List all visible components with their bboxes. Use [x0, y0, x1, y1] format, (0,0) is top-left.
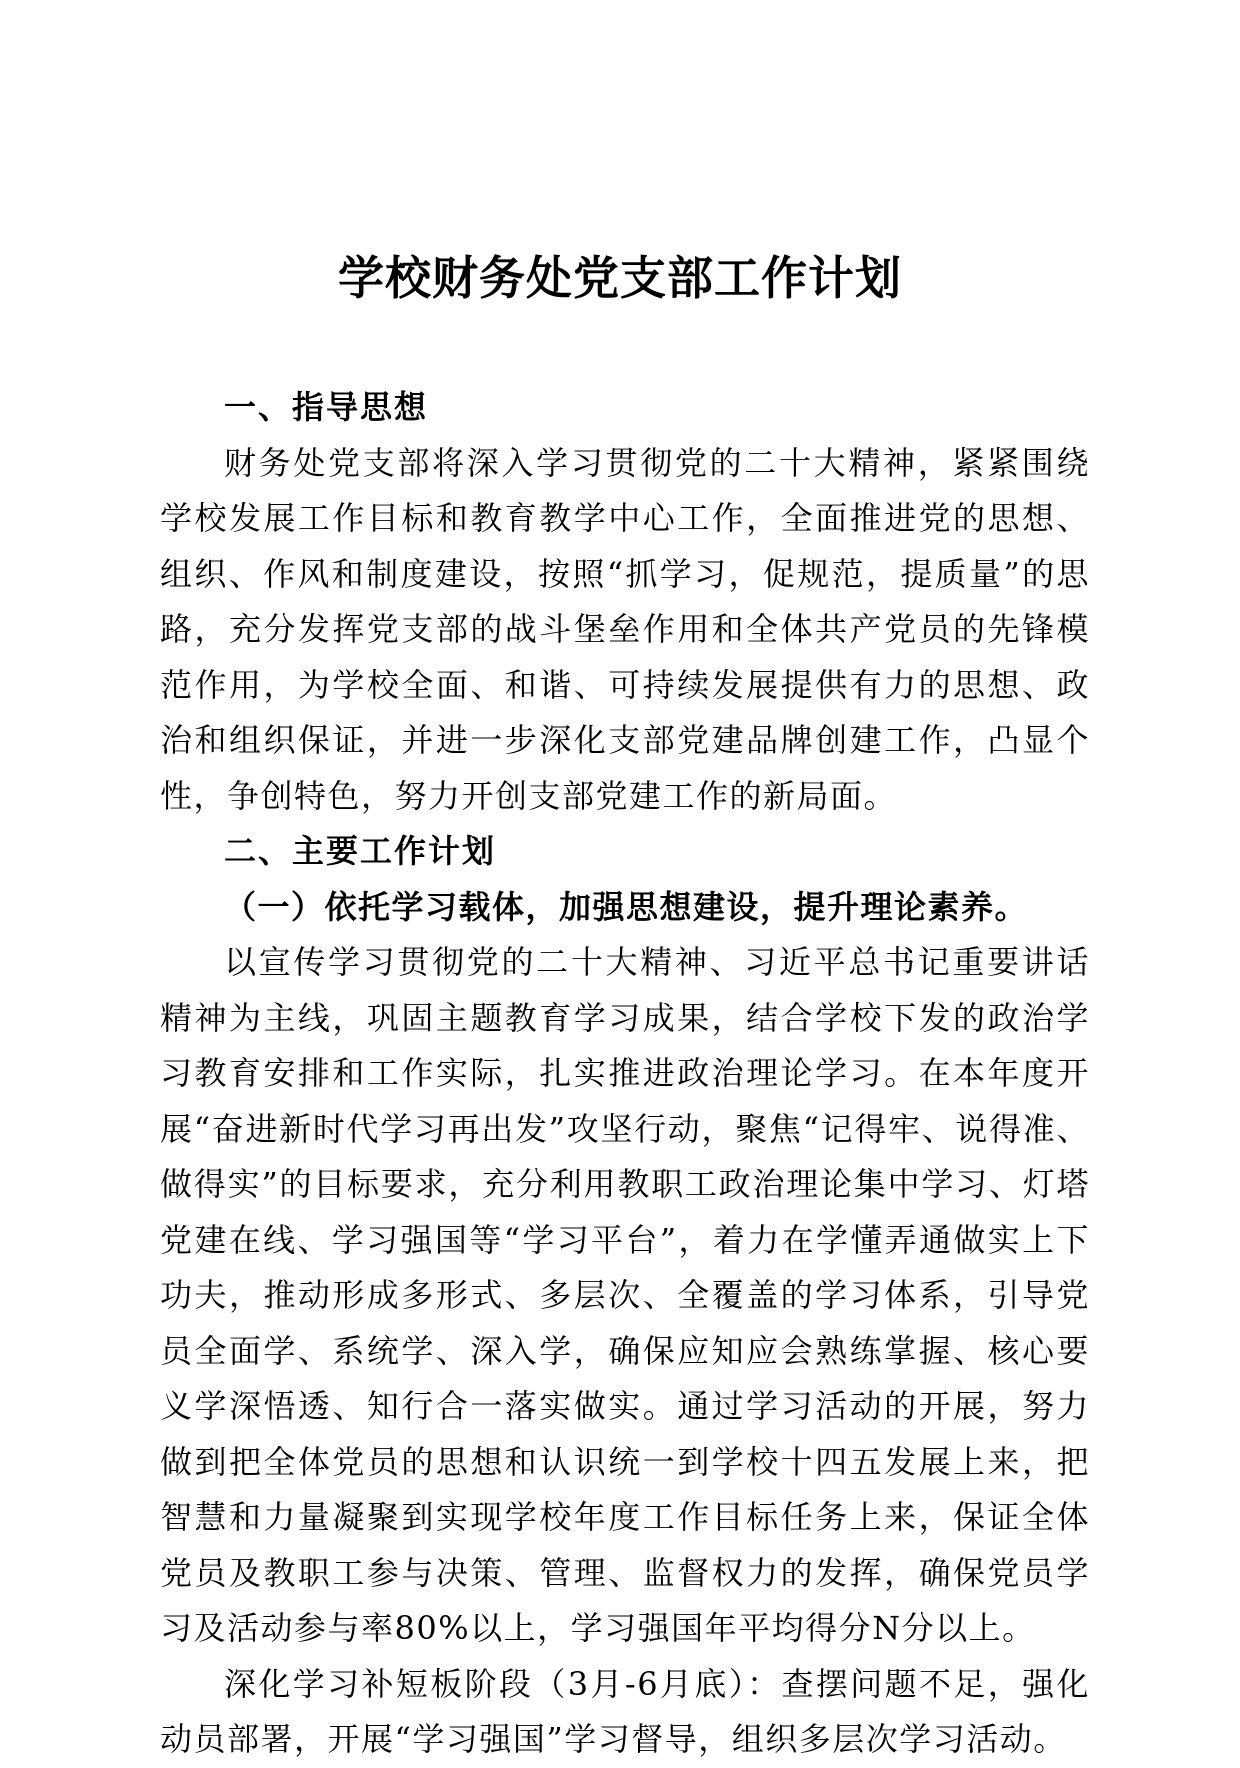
section-heading-guiding-ideology: 一、指导思想: [224, 388, 429, 426]
document-title: 学校财务处党支部工作计划: [338, 251, 902, 305]
paragraph-study-stage: 深化学习补短板阶段（3月-6月底）：查摆问题不足，强化动员部署，开展“学习强国”学习督导，组织多层次学习活动。: [160, 1664, 1090, 1758]
document-body: [160, 380, 1090, 1768]
paragraph-guiding-ideology: 财务处党支部将深入学习贯彻党的二十大精神，紧紧围绕学校发展工作目标和教育教学中心工作，全面推进党的思想、组织、作风和制度建设，按照“抓学习，促规范，提质量”的思路，充分发挥党支部的战斗堡垒作用和全体共产党员的先锋模范作用，为学校全面、和谐、可持续发展提供有力的思想、政治和组织保证，并进一步深化支部党建品牌创建工作，凸显个性，争创特色，努力开创支部党建工作的新局面。: [160, 443, 1090, 815]
paragraph-study-plan: 以宣传学习贯彻党的二十大精神、习近平总书记重要讲话精神为主线，巩固主题教育学习成果，结合学校下发的政治学习教育安排和工作实际，扎实推进政治理论学习。在本年度开展“奋进新时代学习再出发”攻坚行动，聚焦“记得牢、说得准、做得实”的目标要求，充分利用教职工政治理论集中学习、灯塔党建在线、学习强国等“学习平台”，着力在学懂弄通做实上下功夫，推动形成多形式、多层次、全覆盖的学习体系，引导党员全面学、系统学、深入学，确保应知应会熟练掌握、核心要义学深悟透、知行合一落实做实。通过学习活动的开展，努力做到把全体党员的思想和认识统一到学校十四五发展上来，把智慧和力量凝聚到实现学校年度工作目标任务上来，保证全体党员及教职工参与决策、管理、监督权力的发挥，确保党员学习及活动参与率80%以上，学习强国年平均得分N分以上。: [160, 943, 1090, 1647]
section-heading-main-work-plan: 二、主要工作计划: [224, 832, 497, 870]
subheading-study-carrier: （一）依托学习载体，加强思想建设，提升理论素养。: [224, 887, 1029, 926]
